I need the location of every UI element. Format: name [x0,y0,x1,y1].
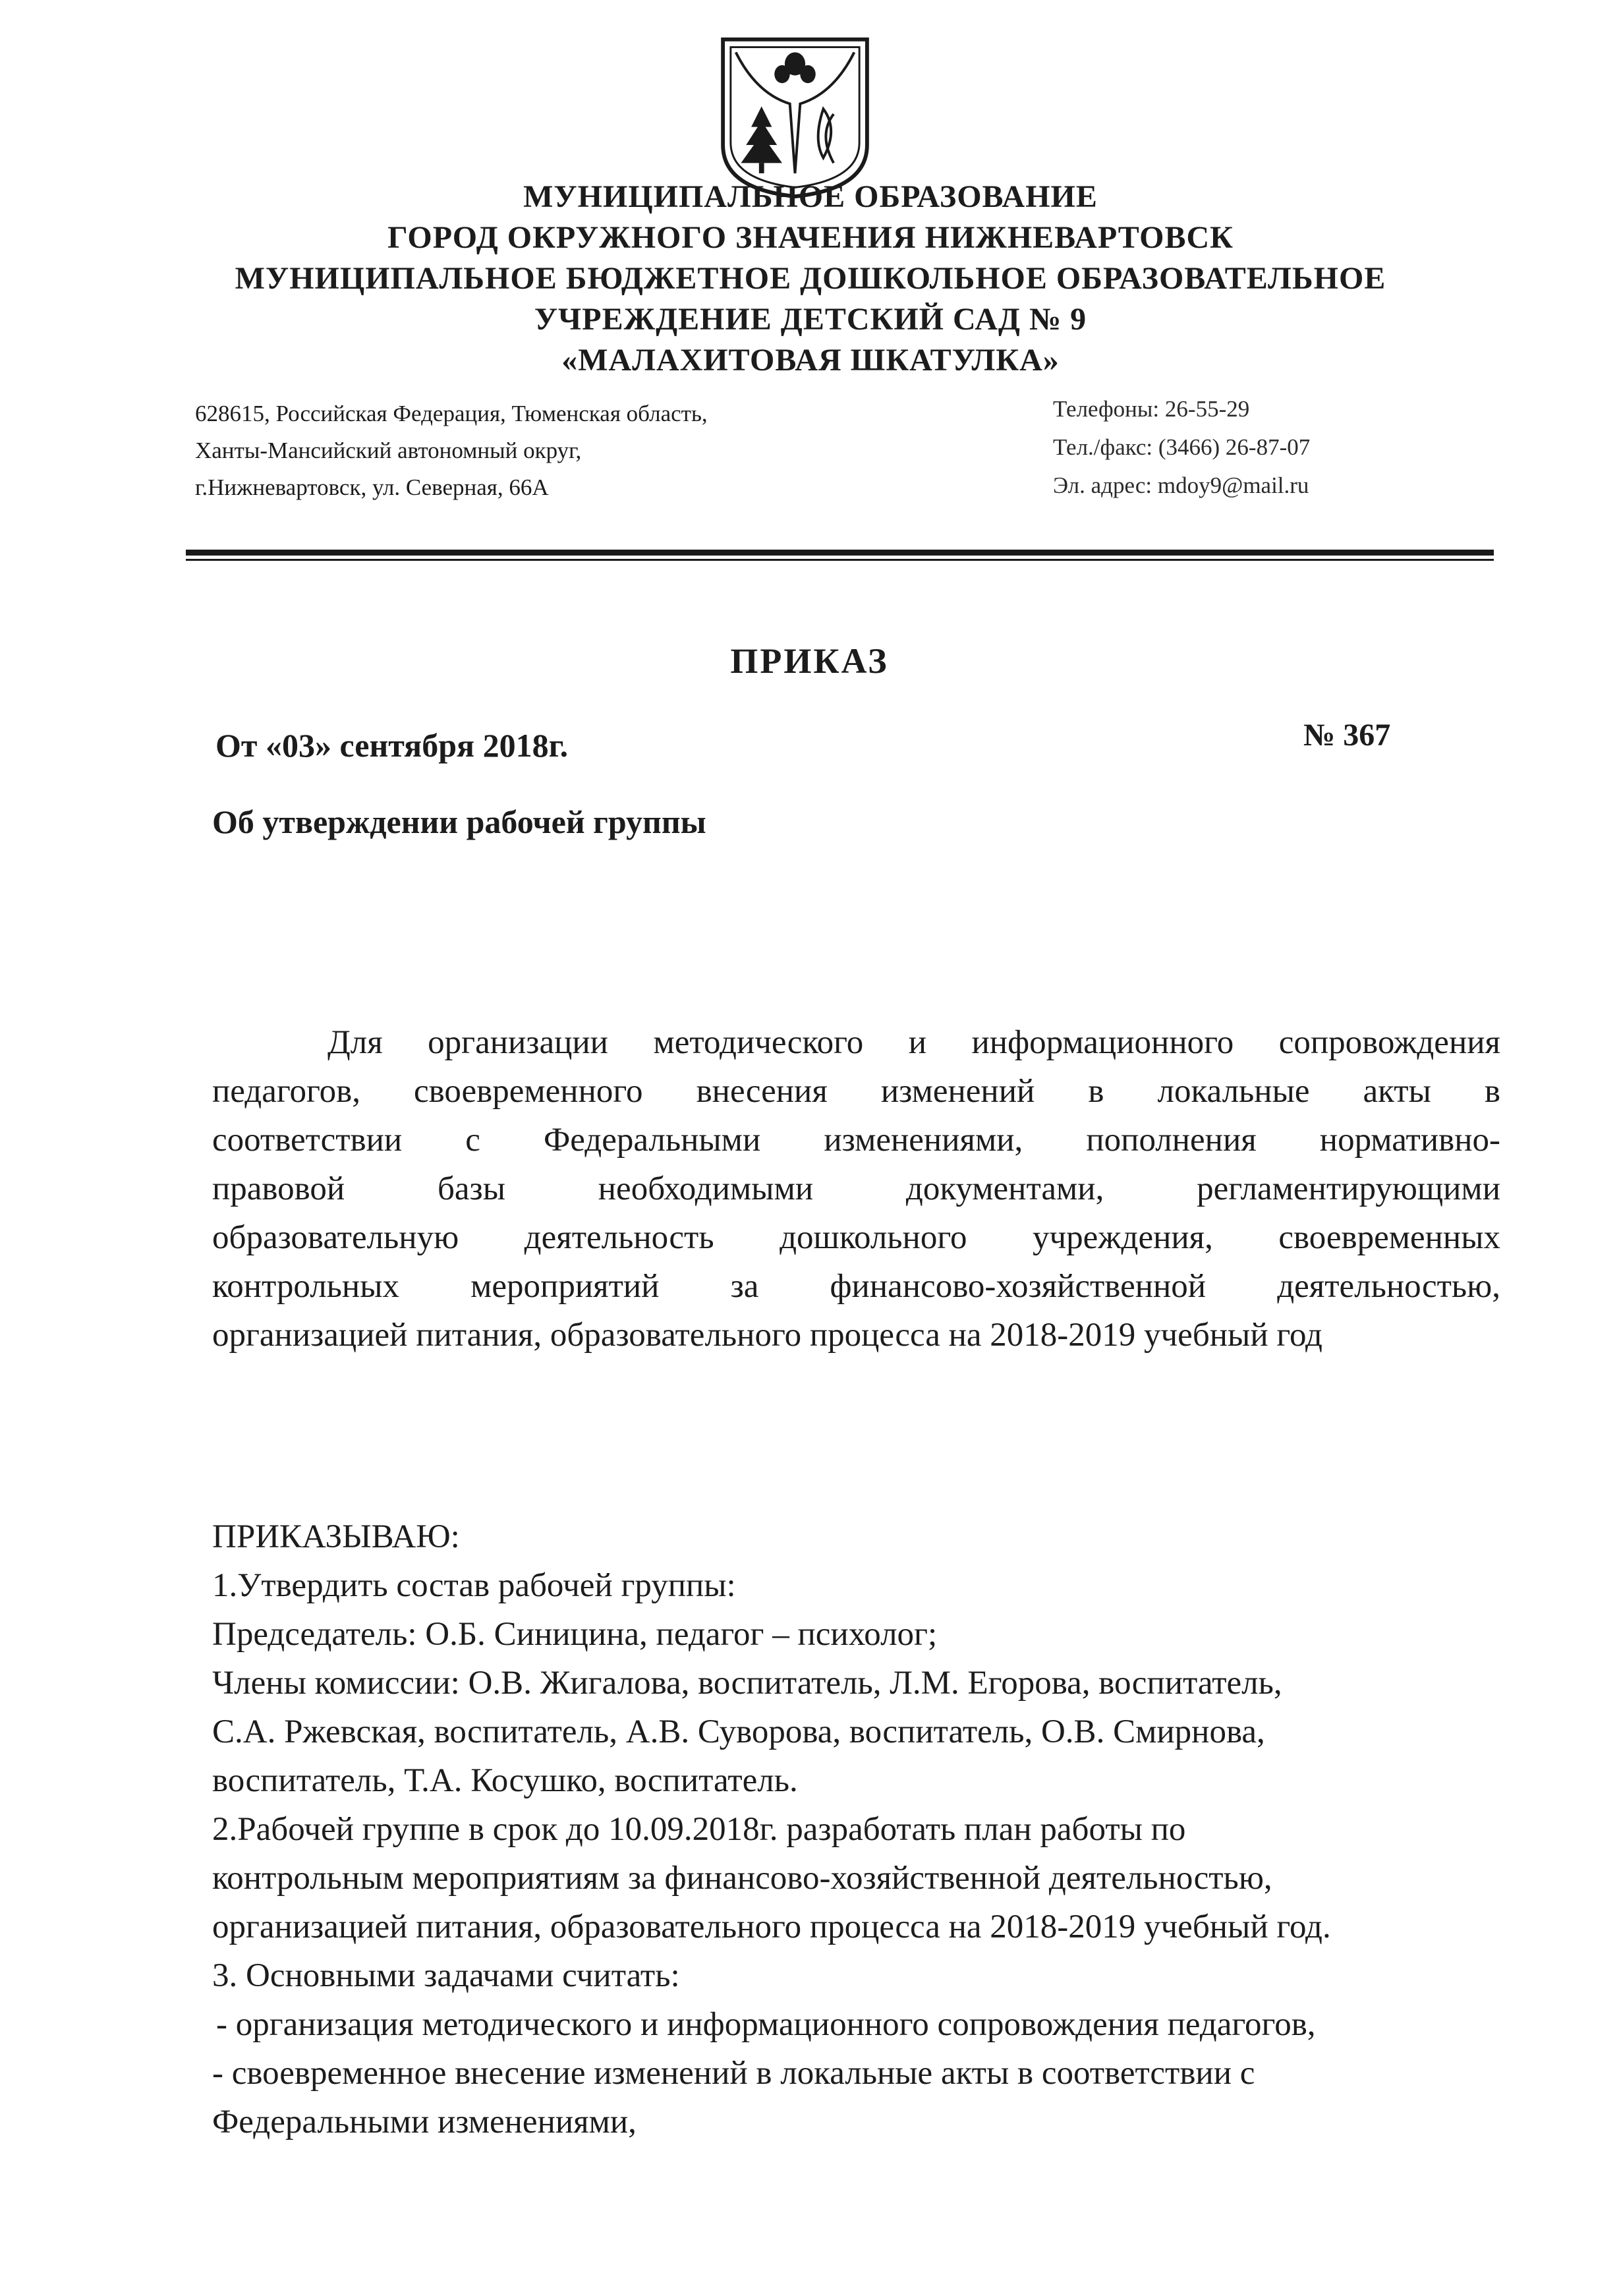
order-heading: ПРИКАЗЫВАЮ: [212,1518,460,1555]
preamble-line: педагогов, своевременного внесения изменений в локальные акты в [212,1073,1500,1110]
order-line: 2.Рабочей группе в срок до 10.09.2018г. разработать план работы по [212,1811,1186,1848]
org-line: МУНИЦИПАЛЬНОЕ ОБРАЗОВАНИЕ [523,179,1098,214]
postal-address [195,395,708,506]
order-line: Члены комиссии: О.В. Жигалова, воспитатель, Л.М. Егорова, воспитатель, [212,1665,1282,1702]
contact-info [1053,390,1310,505]
coat-of-arms-emblem [718,34,872,199]
preamble-line: образовательную деятельность дошкольного учреждения, своевременных [212,1219,1500,1256]
order-line: Федеральными изменениями, [212,2104,637,2140]
document-date: От «03» сентября 2018г. [215,727,569,764]
preamble-line: контрольных мероприятий за финансово-хозяйственной деятельностью, [212,1268,1500,1305]
order-line: контрольным мероприятиям за финансово-хозяйственной деятельностью, [212,1860,1272,1897]
order-line: Председатель: О.Б. Синицина, педагог – психолог; [212,1616,938,1653]
document-subject: Об утверждении рабочей группы [212,803,706,840]
org-line: «МАЛАХИТОВАЯ ШКАТУЛКА» [561,343,1060,378]
order-line: организацией питания, образовательного процесса на 2018-2019 учебный год. [212,1909,1331,1945]
preamble-paragraph [212,1018,1500,1360]
org-line: МУНИЦИПАЛЬНОЕ БЮДЖЕТНОЕ ДОШКОЛЬНОЕ ОБРАЗОВАТЕЛЬНОЕ [235,261,1386,296]
contact-email: Эл. адрес: mdoy9@mail.ru [1053,473,1309,498]
order-line: 1.Утвердить состав рабочей группы: [212,1567,736,1604]
contact-fax: Тел./факс: (3466) 26-87-07 [1053,434,1311,460]
document-title: ПРИКАЗ [730,641,889,681]
preamble-line: Для организации методического и информационного сопровождения [327,1024,1500,1061]
contact-phone: Телефоны: 26-55-29 [1053,396,1250,422]
header-divider-thin [186,559,1494,561]
order-line: С.А. Ржевская, воспитатель, А.В. Суворова, воспитатель, О.В. Смирнова, [212,1713,1265,1750]
order-line: воспитатель, Т.А. Косушко, воспитатель. [212,1762,798,1799]
org-line: УЧРЕЖДЕНИЕ ДЕТСКИЙ САД № 9 [534,302,1087,337]
address-line: Ханты-Мансийский автономный округ, [195,438,582,463]
address-line: г.Нижневартовск, ул. Северная, 66А [195,474,549,500]
address-line: 628615, Российская Федерация, Тюменская область, [195,401,708,426]
preamble-line: правовой базы необходимыми документами, регламентирующими [212,1170,1500,1207]
preamble-line: организацией питания, образовательного процесса на 2018-2019 учебный год [212,1317,1322,1354]
order-line: - организация методического и информационного сопровождения педагогов, [216,2006,1316,2043]
organization-header [119,177,1502,381]
document-number: № 367 [1303,718,1391,753]
order-line: - своевременное внесение изменений в локальные акты в соответствии с [212,2055,1255,2092]
header-divider [186,550,1494,556]
preamble-line: соответствии с Федеральными изменениями, пополнения нормативно- [212,1122,1500,1159]
order-section [212,1512,1504,2146]
org-line: ГОРОД ОКРУЖНОГО ЗНАЧЕНИЯ НИЖНЕВАРТОВСК [387,220,1234,255]
order-line: 3. Основными задачами считать: [212,1957,680,1994]
